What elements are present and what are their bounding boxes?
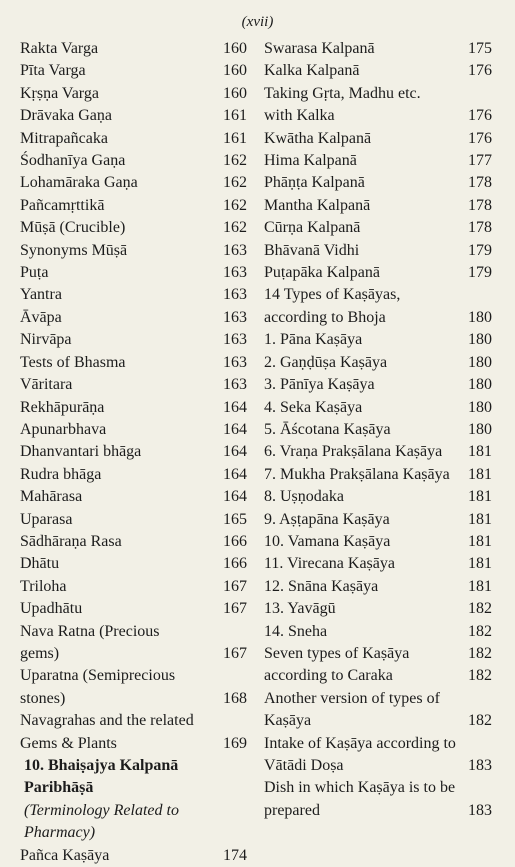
toc-entry-title: Bhāvanā Vidhi [264,241,360,259]
toc-entry-page: 182 [468,712,492,730]
toc-entry-page: 163 [223,264,247,282]
toc-entry-page: 161 [223,107,247,125]
toc-entry-title: 5. Āścotana Kaṣāya [264,420,391,438]
toc-entry-page: 163 [223,376,247,394]
toc-entry [264,128,492,150]
toc-entry-page: 181 [468,488,492,506]
toc-entry-title: Vāritara [20,376,73,394]
toc-entry-title: 12. Snāna Kaṣāya [264,577,379,595]
toc-entry-title: Navagrahas and the related Gems & Plants [20,712,194,752]
toc-entry [264,195,492,217]
toc-entry-title: Nava Ratna (Precious gems) [20,622,160,662]
toc-entry-page: 177 [468,152,492,170]
toc-entry-page: 167 [223,577,247,595]
toc-entry [20,262,247,284]
toc-entry [264,688,492,733]
toc-entry-title: according to Caraka [264,667,393,685]
toc-entry-title: Pañcamṛttikā [20,196,105,214]
toc-entry-page: 182 [468,622,492,640]
toc-entry [20,38,247,60]
toc-entry [20,598,247,620]
toc-entry-page: 164 [223,398,247,416]
toc-entry-title: Śodhanīya Gaṇa [20,152,126,170]
toc-entry-page: 160 [223,62,247,80]
toc-entry [264,172,492,194]
toc-entry [264,486,492,508]
toc-entry-page: 178 [468,174,492,192]
toc-entry-title: Cūrṇa Kalpanā [264,219,361,237]
toc-entry-page: 169 [223,734,247,752]
page-number: (xvii) [241,14,274,30]
toc-entry-page: 165 [223,510,247,528]
toc-entry [20,240,247,262]
toc-entry [264,598,492,620]
toc-entry [20,397,247,419]
toc-entry [20,105,247,127]
toc-entry-title: Lohamāraka Gaṇa [20,174,138,192]
toc-entry-title: 4. Seka Kaṣāya [264,398,363,416]
toc-entry-page: 161 [223,129,247,147]
toc-entry [20,441,247,463]
toc-entry-page: 174 [223,846,247,864]
toc-entry-page: 182 [468,644,492,662]
toc-entry [264,464,492,486]
toc-entry [20,710,247,755]
toc-entry [20,621,247,666]
toc-entry [20,307,247,329]
toc-entry-page: 176 [468,107,492,125]
toc-entry-page: 167 [223,644,247,662]
toc-entry-page: 181 [468,443,492,461]
toc-entry-page: 182 [468,667,492,685]
toc-entry-title: Intake of Kaṣāya according to Vātādi Doṣa [264,734,456,774]
toc-entry-title: Phāṇṭa Kalpanā [264,174,365,192]
toc-entry [20,352,247,374]
toc-entry [20,665,247,710]
toc-entry-page: 160 [223,40,247,57]
toc-entry-title: 14. Sneha [264,622,328,640]
toc-entry-title: Drāvaka Gaṇa [20,107,112,125]
toc-entry-title: Rakta Varga [20,40,99,57]
toc-entry [20,172,247,194]
toc-entry [264,576,492,598]
toc-entry [20,128,247,150]
toc-entry-page: 180 [468,353,492,371]
toc-entry [264,374,492,396]
toc-right-column [264,38,492,822]
toc-entry-title: Seven types of Kaṣāya [264,644,410,662]
toc-entry-page: 167 [223,600,247,618]
toc-entry-title: Uparasa [20,510,73,528]
toc-entry-page: 163 [223,331,247,349]
toc-entry-page: 178 [468,196,492,214]
toc-entry-title: 6. Vraṇa Prakṣālana Kaṣāya [264,443,443,461]
toc-entry-page: 181 [468,555,492,573]
toc-entry-title: 7. Mukha Prakṣālana Kaṣāya [264,465,450,483]
toc-entry [264,397,492,419]
toc-entry [20,284,247,306]
toc-entry-title: 13. Yavāgū [264,600,336,618]
toc-entry-title: Puṭa [20,264,49,282]
toc-entry [20,419,247,441]
toc-entry-title: Tests of Bhasma [20,353,126,371]
toc-entry [264,329,492,351]
toc-entry [20,531,247,553]
toc-entry [20,195,247,217]
toc-entry-title: 14 Types of Kaṣāyas, according to Bhoja [264,286,401,326]
toc-entry [264,419,492,441]
toc-entry [264,284,492,329]
toc-entry [264,733,492,778]
toc-entry [20,150,247,172]
toc-entry [264,621,492,643]
section-heading: 10. Bhaiṣajya Kalpanā Paribhāṣā [24,757,179,797]
toc-entry-title: Another version of types of Kaṣāya [264,689,440,730]
toc-entry-title: Synonyms Mūṣā [20,241,128,259]
toc-entry-page: 164 [223,443,247,461]
toc-entry-page: 163 [223,286,247,304]
toc-entry [264,217,492,239]
toc-entry-page: 180 [468,420,492,438]
toc-entry [264,38,492,60]
toc-entry-page: 176 [468,129,492,147]
toc-entry [20,464,247,486]
toc-entry [20,576,247,598]
toc-entry-title: 1. Pāna Kaṣāya [264,331,363,349]
toc-entry-page: 183 [468,801,492,819]
toc-entry-page: 164 [223,465,247,483]
toc-entry-page: 163 [223,353,247,371]
toc-entry [264,150,492,172]
toc-entry [264,240,492,262]
toc-entry-page: 180 [468,308,492,326]
toc-entry [264,643,492,665]
toc-entry-title: Swarasa Kalpanā [264,40,375,57]
toc-entry-page: 162 [223,219,247,237]
section-subtitle: (Terminology Related to Pharmacy) [24,801,179,842]
toc-entry-page: 168 [223,689,247,707]
toc-entry-title: Dhanvantari bhāga [20,443,142,461]
toc-entry-title: Mantha Kalpanā [264,196,371,214]
toc-entry [264,60,492,82]
toc-entry-page: 162 [223,196,247,214]
toc-entry [20,60,247,82]
toc-entry-title: Pañca Kaṣāya [20,846,110,864]
toc-entry-title: Triloha [20,577,67,595]
toc-entry-page: 180 [468,398,492,416]
toc-entry-page: 162 [223,174,247,192]
toc-entry-page: 181 [468,510,492,528]
toc-entry-title: Mitrapañcaka [20,129,108,147]
toc-entry-title: Rudra bhāga [20,465,102,483]
toc-entry-title: Upadhātu [20,600,83,618]
toc-entry [264,553,492,575]
toc-left-column [20,38,247,867]
toc-entry-page: 166 [223,555,247,573]
toc-entry-title: 11. Virecana Kaṣāya [264,555,395,573]
toc-entry [20,83,247,105]
toc-entry-page: 164 [223,420,247,438]
toc-entry-title: Hima Kalpanā [264,152,357,170]
toc-entry-page: 163 [223,308,247,326]
toc-entry-title: Rekhāpurāṇa [20,398,105,416]
toc-entry-page: 164 [223,488,247,506]
toc-entry [264,665,492,687]
toc-entry [20,845,247,867]
toc-entry-title: 3. Pānīya Kaṣāya [264,376,375,394]
toc-entry-page: 175 [468,40,492,57]
toc-entry-page: 183 [468,757,492,774]
toc-entry-page: 179 [468,264,492,282]
toc-entry-title: Taking Gṛta, Madhu etc. with Kalka [264,84,421,125]
toc-entry-title: Pīta Varga [20,62,86,80]
toc-entry-page: 180 [468,376,492,394]
toc-entry [264,352,492,374]
toc-entry-page: 179 [468,241,492,259]
toc-entry-page: 176 [468,62,492,80]
toc-entry [264,262,492,284]
toc-entry [20,509,247,531]
toc-entry-page: 162 [223,152,247,170]
toc-entry-title: Kalka Kalpanā [264,62,360,80]
toc-entry [20,486,247,508]
toc-entry [264,83,492,128]
toc-entry-title: Kwātha Kalpanā [264,129,372,147]
toc-entry-page: 178 [468,219,492,237]
toc-entry-title: Puṭapāka Kalpanā [264,264,380,282]
toc-entry-title: 8. Uṣṇodaka [264,488,344,506]
toc-entry-page: 160 [223,84,247,102]
toc-entry-title: 10. Vamana Kaṣāya [264,532,391,550]
toc-entry [264,777,492,822]
toc-entry [20,374,247,396]
toc-entry-page: 181 [468,532,492,550]
toc-entry-title: Mahārasa [20,488,83,506]
toc-entry-title: 9. Aṣṭapāna Kaṣāya [264,510,390,528]
toc-entry-title: Apunarbhava [20,420,107,438]
toc-entry [264,441,492,463]
toc-entry [264,531,492,553]
toc-entry-page: 166 [223,532,247,550]
toc-entry-title: Nirvāpa [20,331,72,349]
toc-entry-title: 2. Gaṇḍūṣa Kaṣāya [264,353,388,371]
toc-entry-page: 182 [468,600,492,618]
toc-entry-title: Kṛṣṇa Varga [20,84,99,102]
toc-entry-page: 181 [468,577,492,595]
toc-entry-page: 163 [223,241,247,259]
toc-entry [20,217,247,239]
toc-entry-title: Dhātu [20,555,60,573]
toc-entry-title: Āvāpa [20,308,62,326]
toc-entry-page: 181 [468,465,492,483]
toc-entry-title: Yantra [20,286,62,304]
toc-entry [20,553,247,575]
toc-entry [20,329,247,351]
toc-entry-title: Dish in which Kaṣāya is to be prepared [264,779,456,819]
toc-entry-title: Mūṣā (Crucible) [20,219,126,237]
toc-entry-page: 180 [468,331,492,349]
toc-entry-title: Uparatna (Semiprecious stones) [20,667,176,707]
toc-entry [264,509,492,531]
toc-entry-title: Sādhāraṇa Rasa [20,532,122,550]
